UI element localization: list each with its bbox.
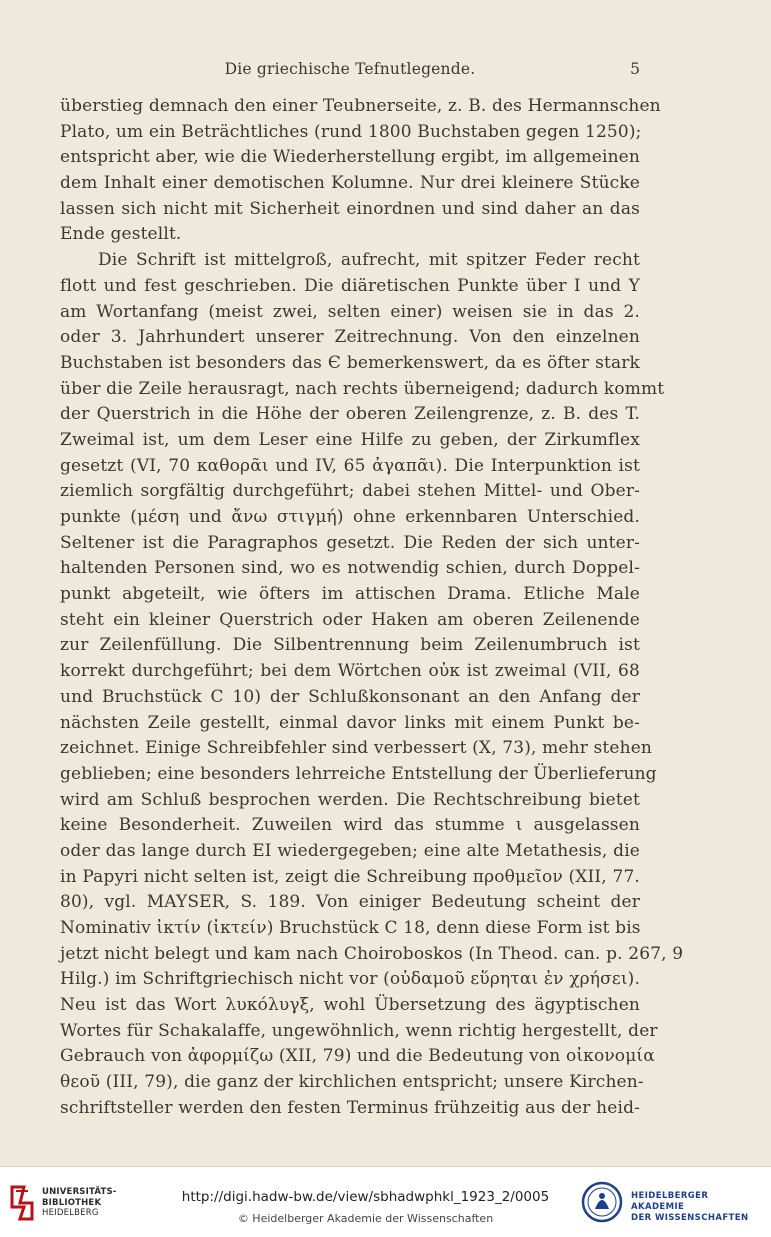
text-line: oder das lange durch ΕΙ wiedergegeben; eine alte Metathesis, die bbox=[60, 840, 640, 861]
permalink-url[interactable]: http://digi.hadw-bw.de/view/sbhadwphkl_1923_2/0005 bbox=[181, 1189, 550, 1205]
text-line: über die Zeile herausragt, nach rechts überneigend; dadurch kommt bbox=[60, 378, 665, 399]
text-line: entspricht aber, wie die Wiederherstellung ergibt, im allgemeinen bbox=[60, 147, 640, 168]
viewer-footer bbox=[0, 1166, 771, 1237]
page-number: 5 bbox=[630, 60, 640, 78]
paragraph-2 bbox=[60, 248, 684, 1121]
university-library-logo[interactable] bbox=[10, 1183, 150, 1227]
text-line: korrekt durchgeführt; bei dem Wörtchen οὐκ ist zweimal (VII, 68 bbox=[60, 661, 640, 682]
text-line: 80), vgl. MAYSER, S. 189. Von einiger Bedeutung scheint der bbox=[60, 892, 640, 913]
text-line: Zweimal ist, um dem Leser eine Hilfe zu geben, der Zirkumflex bbox=[60, 429, 640, 450]
text-line: in Papyri nicht selten ist, zeigt die Schreibung προθμεῖον (XII, 77. bbox=[60, 866, 640, 887]
text-line: oder 3. Jahrhundert unserer Zeitrechnung. Von den einzelnen bbox=[60, 327, 640, 348]
text-line: flott und fest geschrieben. Die diäretischen Punkte über I und Y bbox=[60, 275, 640, 296]
text-line: steht ein kleiner Querstrich oder Haken am oberen Zeilenende bbox=[60, 609, 640, 630]
academy-name bbox=[631, 1191, 761, 1224]
text-line: am Wortanfang (meist zwei, selten einer) weisen sie in das 2. bbox=[60, 301, 640, 322]
running-title: Die griechische Tefnutlegende. bbox=[224, 60, 476, 78]
text-line: haltenden Personen sind, wo es notwendig schien, durch Doppel- bbox=[60, 558, 640, 579]
academy-name-line: DER WISSENSCHAFTEN bbox=[631, 1213, 749, 1223]
academy-name-line: HEIDELBERGER AKADEMIE bbox=[631, 1191, 709, 1212]
text-line: Seltener ist die Paragraphos gesetzt. Die Reden der sich unter- bbox=[60, 532, 640, 553]
academy-seal-icon bbox=[581, 1181, 623, 1223]
text-line: Buchstaben ist besonders das Є bemerkenswert, da es öfter stark bbox=[60, 352, 640, 373]
text-line: Nominativ ἰκτίν (ἰκτείν) Bruchstück C 18, denn diese Form ist bis bbox=[60, 918, 641, 938]
running-head bbox=[60, 60, 640, 84]
library-name-line: BIBLIOTHEK bbox=[42, 1197, 102, 1208]
paragraph-1 bbox=[60, 94, 661, 248]
body-text bbox=[60, 94, 684, 1122]
text-line: keine Besonderheit. Zuweilen wird das stumme ι ausgelassen bbox=[60, 815, 640, 836]
text-line: lassen sich nicht mit Sicherheit einordnen und sind daher an das bbox=[60, 198, 640, 219]
text-line: Hilg.) im Schriftgriechisch nicht vor (οὐδαμοῦ εὕρηται ἐν χρήσει). bbox=[60, 969, 640, 990]
library-name bbox=[42, 1187, 117, 1219]
text-line: Plato, um ein Beträchtliches (rund 1800 Buchstaben gegen 1250); bbox=[60, 121, 642, 142]
text-line: ziemlich sorgfältig durchgeführt; dabei stehen Mittel- und Ober- bbox=[60, 481, 640, 502]
text-line: Ende gestellt. bbox=[60, 224, 182, 245]
text-line: Gebrauch von ἀφορμίζω (XII, 79) und die Bedeutung von οἰκονομία bbox=[60, 1046, 655, 1067]
text-line: der Querstrich in die Höhe der oberen Zeilengrenze, z. B. des T. bbox=[60, 404, 640, 425]
library-name-line: UNIVERSITÄTS- bbox=[42, 1187, 117, 1197]
library-name-line: HEIDELBERG bbox=[42, 1208, 99, 1218]
copyright-notice: © Heidelberger Akademie der Wissenschaften bbox=[237, 1212, 494, 1225]
text-line: Wortes für Schakalaffe, ungewöhnlich, wenn richtig hergestellt, der bbox=[60, 1020, 658, 1041]
text-line: zeichnet. Einige Schreibfehler sind verbessert (X, 73), mehr stehen bbox=[60, 738, 653, 759]
library-logo-icon bbox=[10, 1183, 36, 1223]
text-line: gesetzt (VI, 70 καθορᾶι und IV, 65 ἀγαπᾶι). Die Interpunktion ist bbox=[60, 455, 640, 476]
text-line: überstieg demnach den einer Teubnerseite, z. B. des Hermannschen bbox=[60, 96, 661, 116]
text-line: Die Schrift ist mittelgroß, aufrecht, mit spitzer Feder recht bbox=[98, 250, 640, 271]
text-line: dem Inhalt einer demotischen Kolumne. Nur drei kleinere Stücke bbox=[60, 173, 640, 194]
text-line: jetzt nicht belegt und kam nach Choiroboskos (In Theod. can. p. 267, 9 bbox=[60, 943, 684, 964]
text-line: wird am Schluß besprochen werden. Die Rechtschreibung bietet bbox=[60, 789, 640, 810]
text-line: schriftsteller werden den festen Terminus frühzeitig aus der heid- bbox=[60, 1097, 640, 1118]
text-line: punkte (μέση und ἄνω στιγμή) ohne erkennbaren Unterschied. bbox=[60, 507, 640, 527]
text-line: nächsten Zeile gestellt, einmal davor links mit einem Punkt be- bbox=[60, 712, 640, 733]
text-line: zur Zeilenfüllung. Die Silbentrennung beim Zeilenumbruch ist bbox=[60, 635, 640, 656]
text-line: und Bruchstück C 10) der Schlußkonsonant an den Anfang der bbox=[60, 686, 640, 707]
text-line: θεοῦ (III, 79), die ganz der kirchlichen entspricht; unsere Kirchen- bbox=[60, 1072, 644, 1093]
text-line: punkt abgeteilt, wie öfters im attischen Drama. Etliche Male bbox=[60, 584, 640, 605]
text-line: Neu ist das Wort λυκόλυγξ, wohl Übersetzung des ägyptischen bbox=[60, 995, 640, 1016]
text-line: geblieben; eine besonders lehrreiche Entstellung der Überlieferung bbox=[60, 763, 657, 784]
academy-logo[interactable] bbox=[581, 1181, 761, 1227]
